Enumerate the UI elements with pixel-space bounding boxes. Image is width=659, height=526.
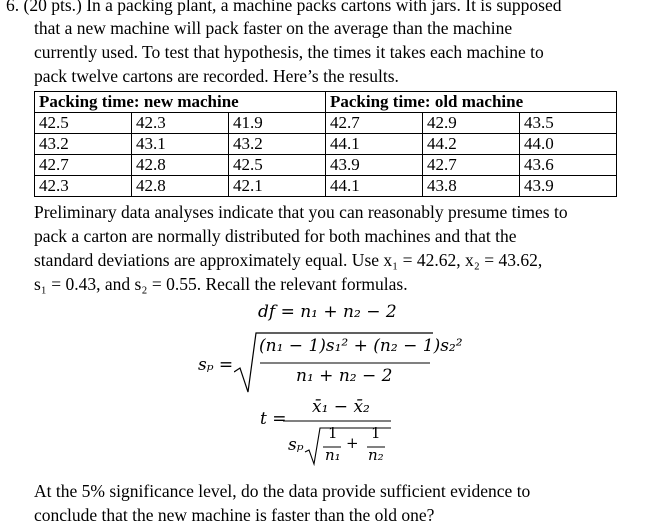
- table-header-row: [35, 92, 617, 113]
- body-line-2: pack a carton are normally distributed for both machines and that the: [34, 226, 517, 246]
- header-old-machine: Packing time: old machine: [326, 92, 617, 113]
- table-cell: 43.2: [229, 134, 326, 155]
- frac-one-a: 1: [328, 424, 338, 442]
- table-cell: 44.2: [423, 134, 520, 155]
- question-line-2: conclude that the new machine is faster than the old one?: [34, 505, 435, 525]
- table-cell: 42.3: [35, 176, 132, 197]
- problem-number: 6.: [6, 0, 20, 15]
- df-formula: df = n₁ + n₂ − 2: [258, 302, 397, 322]
- table-cell: 42.3: [132, 113, 229, 134]
- table-cell: 42.7: [423, 155, 520, 176]
- frac-one-b: 1: [371, 424, 381, 442]
- frac-n1: n₁: [325, 446, 341, 464]
- table-cell: 44.1: [326, 176, 423, 197]
- intro-line-3: currently used. To test that hypothesis, the times it takes each machine to: [34, 42, 544, 62]
- t-numerator: x̄₁ − x̄₂: [312, 397, 370, 417]
- intro-line-1: In a packing plant, a machine packs cartons with jars. It is supposed: [86, 0, 562, 15]
- table-cell: 43.6: [520, 155, 617, 176]
- frac-n2: n₂: [368, 446, 384, 464]
- table-cell: 43.8: [423, 176, 520, 197]
- sp-numerator: (n₁ − 1)s₁² + (n₂ − 1)s₂²: [259, 336, 463, 356]
- table-cell: 41.9: [229, 113, 326, 134]
- table-cell: 42.5: [35, 113, 132, 134]
- intro-line-2: that a new machine will pack faster on the average than the machine: [34, 18, 513, 38]
- table-cell: 43.9: [520, 176, 617, 197]
- t-label: t =: [260, 409, 287, 429]
- table-cell: 43.1: [132, 134, 229, 155]
- table-cell: 42.1: [229, 176, 326, 197]
- table-row: [35, 113, 617, 134]
- sp-denominator: n₁ + n₂ − 2: [296, 366, 393, 386]
- table-cell: 44.1: [326, 134, 423, 155]
- table-cell: 43.5: [520, 113, 617, 134]
- header-new-machine: Packing time: new machine: [35, 92, 326, 113]
- body-line-1: Preliminary data analyses indicate that you can reasonably presume times to: [34, 202, 568, 222]
- question-line-1: At the 5% significance level, do the data provide sufficient evidence to: [34, 481, 531, 501]
- packing-time-table: [34, 91, 617, 197]
- table-cell: 43.9: [326, 155, 423, 176]
- table-cell: 42.9: [423, 113, 520, 134]
- intro-line-4: pack twelve cartons are recorded. Here’s the results.: [34, 66, 399, 86]
- body-line-4: s₁ = 0.43, and s₂ = 0.55. Recall the relevant formulas.: [34, 274, 408, 294]
- table-cell: 42.7: [35, 155, 132, 176]
- table-cell: 43.2: [35, 134, 132, 155]
- table-row: [35, 134, 617, 155]
- frac-plus: +: [346, 434, 359, 452]
- table-row: [35, 176, 617, 197]
- sp-label: sₚ =: [198, 355, 234, 375]
- table-cell: 42.5: [229, 155, 326, 176]
- problem-points: (20 pts.): [23, 0, 82, 15]
- table-cell: 42.7: [326, 113, 423, 134]
- problem-line-1: [6, 0, 562, 16]
- table-cell: 44.0: [520, 134, 617, 155]
- table-row: [35, 155, 617, 176]
- t-sp: sₚ: [288, 435, 304, 455]
- table-cell: 42.8: [132, 176, 229, 197]
- body-line-3: standard deviations are approximately equal. Use x₁ = 42.62, x₂ = 43.62,: [34, 250, 543, 270]
- table-cell: 42.8: [132, 155, 229, 176]
